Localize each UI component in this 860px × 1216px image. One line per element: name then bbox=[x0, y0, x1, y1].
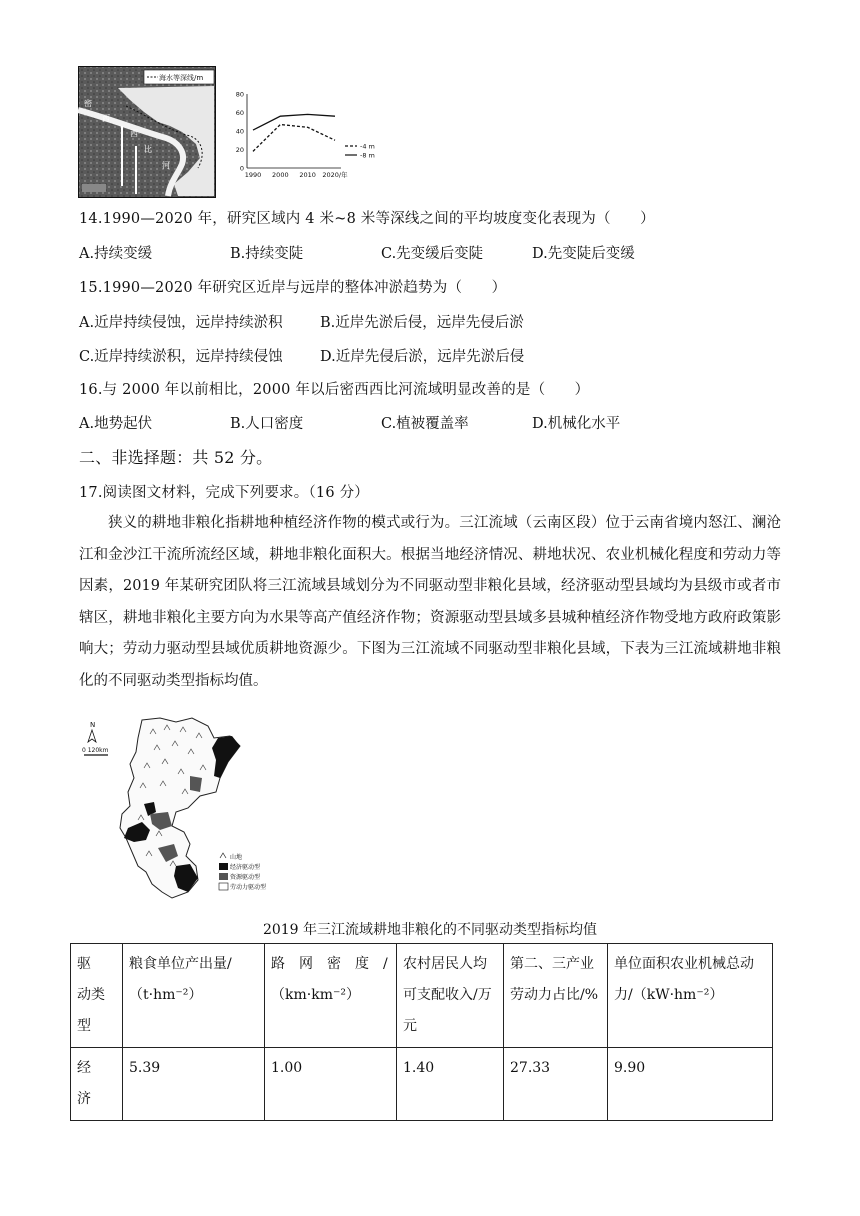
table-caption: 2019 年三江流域耕地非粮化的不同驱动类型指标均值 bbox=[262, 922, 598, 938]
header-cell: 粮食单位产出量/（t·hm⁻²） bbox=[123, 944, 265, 1048]
q14-option-d[interactable]: D.先变陡后变缓 bbox=[532, 246, 635, 262]
table-cell: 9.90 bbox=[608, 1048, 773, 1121]
table-cell: 27.33 bbox=[504, 1048, 608, 1121]
table-cell: 5.39 bbox=[123, 1048, 265, 1121]
north-arrow-label: N bbox=[90, 721, 96, 729]
header-cell: 农村居民人均可支配收入/万元 bbox=[397, 944, 504, 1048]
series-line-dashed bbox=[253, 125, 335, 152]
legend-resource-label: 资源驱动型 bbox=[230, 874, 261, 881]
legend-economic-label: 经济驱动型 bbox=[230, 864, 261, 871]
map-label-xi2: 西 bbox=[130, 129, 138, 138]
q16-option-d[interactable]: D.机械化水平 bbox=[532, 416, 621, 432]
map-label-he: 河 bbox=[162, 161, 170, 170]
header-cell: 第二、三产业劳动力占比/% bbox=[504, 944, 608, 1048]
header-cell: 路 网 密 度 /（km·km⁻²） bbox=[265, 944, 397, 1048]
q16-option-c[interactable]: C.植被覆盖率 bbox=[381, 416, 469, 432]
header-cell: 单位面积农业机械总动力/（kW·hm⁻²） bbox=[608, 944, 773, 1048]
q14-option-b[interactable]: B.持续变陡 bbox=[230, 246, 304, 262]
map-legend-text: 海水等深线/m bbox=[159, 74, 204, 82]
q15-option-c[interactable]: C.近岸持续淤积，远岸持续侵蚀 bbox=[79, 349, 283, 365]
isobath-slope-chart bbox=[223, 88, 398, 188]
legend-mountain-icon bbox=[220, 853, 226, 858]
figure-2 bbox=[80, 716, 310, 902]
scale-bar-label: 0 120km bbox=[82, 747, 109, 754]
q15-option-d[interactable]: D.近岸先侵后淤，远岸先淤后侵 bbox=[320, 349, 525, 365]
legend-labor-swatch bbox=[219, 883, 228, 890]
x-tick-label: 1990 bbox=[244, 171, 262, 179]
legend-labor-label: 劳动力驱动型 bbox=[230, 884, 267, 891]
q16-option-a[interactable]: A.地势起伏 bbox=[79, 416, 153, 432]
q16-option-b[interactable]: B.人口密度 bbox=[230, 416, 304, 432]
table-header-row bbox=[71, 944, 773, 1048]
map-label-mi: 密 bbox=[84, 99, 92, 108]
q17-paragraph: 狭义的耕地非粮化指耕地种植经济作物的模式或行为。三江流域（云南区段）位于云南省境内怒江、澜沧江和金沙江干流所流经区域，耕地非粮化面积大。根据当地经济情况、耕地状况、农业机械化程度和劳动力等因素，2019 年某研究团队将三江流域县域划分为不同驱动型非粮化县域，经济驱动型县域均为县级市或者市辖区，耕地非粮化主要方向为水果等高产值经济作物；资源驱动型县域多县城种植经济作物受地方政府政策影响大；劳动力驱动型县域优质耕地资源少。下图为三江流域不同驱动型非粮化县域，下表为三江流域耕地非粮化的不同驱动类型指标均值。 bbox=[79, 515, 781, 689]
y-tick-label: 0 bbox=[239, 164, 244, 173]
figure-1 bbox=[78, 66, 398, 198]
legend-resource-swatch bbox=[219, 873, 228, 880]
map-label-xi1: 西 bbox=[102, 114, 110, 123]
q16-stem: 16.与 2000 年以前相比，2000 年以后密西西比河流域明显改善的是（ ） bbox=[79, 382, 590, 398]
legend-economic-swatch bbox=[219, 863, 228, 870]
q15-option-b[interactable]: B.近岸先淤后侵，远岸先侵后淤 bbox=[320, 315, 524, 331]
table-cell: 经 济 bbox=[71, 1048, 123, 1121]
table-cell: 1.00 bbox=[265, 1048, 397, 1121]
legend-mountain-label: 山地 bbox=[230, 854, 243, 861]
table-cell: 1.40 bbox=[397, 1048, 504, 1121]
delta-map bbox=[78, 66, 216, 198]
section-heading: 二、非选择题：共 52 分。 bbox=[79, 448, 273, 467]
legend-label: -8 m bbox=[360, 151, 375, 160]
y-tick-label: 40 bbox=[235, 127, 244, 136]
q15-stem: 15.1990—2020 年研究区近岸与远岸的整体冲淤趋势为（ ） bbox=[79, 280, 507, 296]
north-arrow-icon bbox=[88, 730, 96, 742]
y-tick-label: 60 bbox=[235, 109, 244, 117]
x-tick-label: 2010 bbox=[299, 171, 316, 179]
q14-option-c[interactable]: C.先变缓后变陡 bbox=[381, 246, 484, 262]
q14-option-a[interactable]: A.持续变缓 bbox=[79, 246, 153, 262]
q14-stem: 14.1990—2020 年，研究区域内 4 米~8 米等深线之间的平均坡度变化表现为（ ） bbox=[79, 211, 655, 227]
table-row bbox=[71, 1048, 773, 1121]
y-tick-label: 20 bbox=[235, 146, 244, 154]
three-rivers-map bbox=[80, 716, 310, 902]
map-label-bi: 比 bbox=[144, 145, 152, 154]
q15-option-a[interactable]: A.近岸持续侵蚀，远岸持续淤积 bbox=[79, 315, 283, 331]
legend-label: -4 m bbox=[360, 142, 375, 151]
header-cell: 驱 动类型 bbox=[71, 944, 123, 1048]
q17-stem: 17.阅读图文材料，完成下列要求。（16 分） bbox=[79, 485, 369, 501]
indicator-table bbox=[70, 943, 773, 1121]
y-tick-label: 80 bbox=[235, 90, 244, 99]
x-tick-label: 2000 bbox=[272, 171, 289, 179]
series-line-solid bbox=[253, 114, 335, 130]
x-tick-label: 2020/年 bbox=[322, 171, 348, 179]
figure2-legend bbox=[219, 853, 266, 891]
